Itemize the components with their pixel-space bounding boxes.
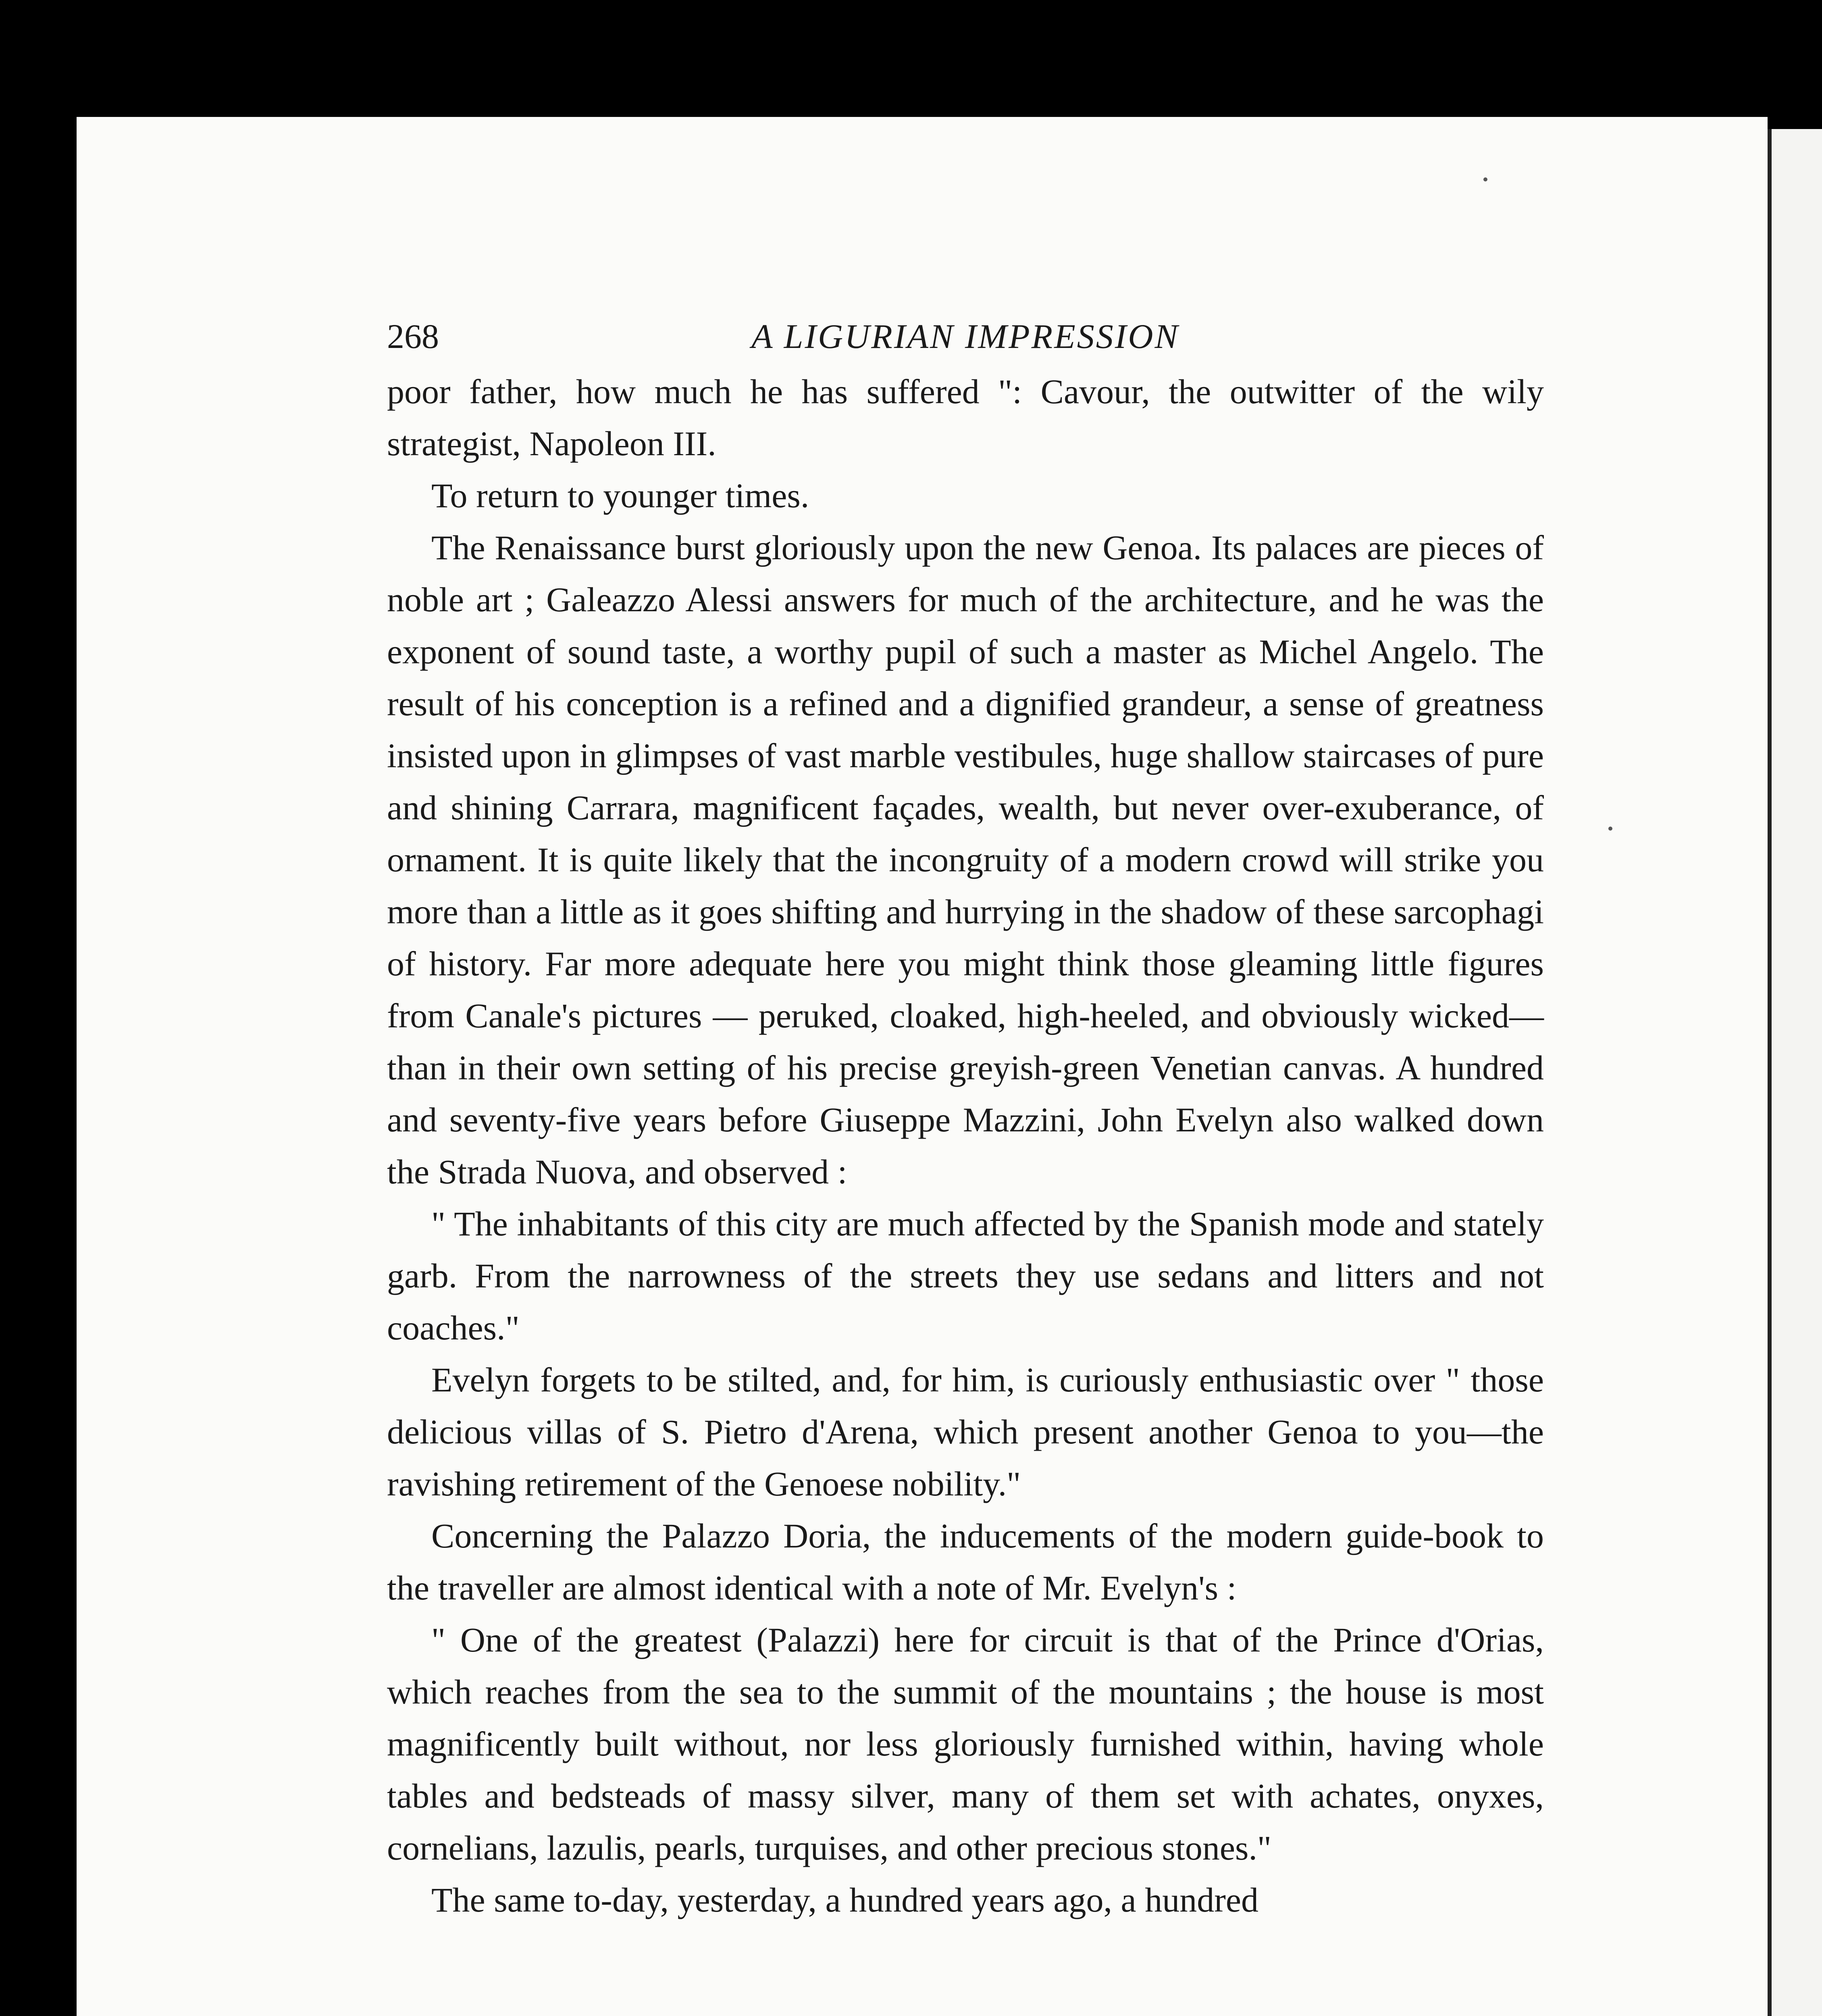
page-text xyxy=(387,310,1544,1926)
body-text xyxy=(387,366,1544,1926)
paragraph: The same to-day, yesterday, a hundred years ago, a hundred xyxy=(431,1881,1259,1919)
page-number: 268 xyxy=(387,317,439,356)
running-header xyxy=(387,310,1544,362)
paper-speck xyxy=(1608,827,1612,831)
paragraph: To return to younger times. xyxy=(431,476,809,515)
facing-page-edge xyxy=(1768,129,1822,2016)
paragraph: poor father, how much he has suffered ": Cavour, the outwitter of the wily strategist, Napoleon III. xyxy=(387,372,1544,463)
quotation-paragraph: " The inhabitants of this city are much affected by the Spanish mode and stately garb. From the narrowness of the streets they use sedans and litters and not coaches." xyxy=(387,1204,1544,1347)
quotation-paragraph: " One of the greatest (Palazzi) here for circuit is that of the Prince d'Orias, which reaches from the sea to the summit of the mountains ; the house is most magnificently built without, nor less gloriously furnished within, having whole tables and bedsteads of massy silver, many of them set with achates, onyxes, cornelians, lazulis, pearls, turquises, and other precious stones." xyxy=(387,1620,1544,1867)
paragraph: Concerning the Palazzo Doria, the inducements of the modern guide-book to the traveller are almost identical with a note of Mr. Evelyn's : xyxy=(387,1516,1544,1607)
paper-speck xyxy=(1483,177,1487,181)
paragraph: Evelyn forgets to be stilted, and, for him, is curiously enthusiastic over " those delicious villas of S. Pietro d'Arena, which present another Genoa to you—the ravishing retirement of the Genoese nobility." xyxy=(387,1360,1544,1503)
paragraph: The Renaissance burst gloriously upon the new Genoa. Its palaces are pieces of noble art ; Galeazzo Alessi answers for much of the architecture, and he was the exponent of sound taste, a worthy pupil of such a master as Michel Angelo. The result of his conception is a refined and a dignified grandeur, a sense of greatness insisted upon in glimpses of vast marble vestibules, huge shallow staircases of pure and shining Carrara, magnificent façades, wealth, but never over-exuberance, of ornament. It is quite likely that the incongruity of a modern crowd will strike you more than a little as it goes shifting and hurrying in the shadow of these sarcophagi of history. Far more adequate here you might think those gleaming little figures from Canale's pictures — peruked, cloaked, high-heeled, and obviously wicked—than in their own setting of his precise greyish-green Venetian canvas. A hundred and seventy-five years before Giuseppe Mazzini, John Evelyn also walked down the Strada Nuova, and observed : xyxy=(387,528,1544,1191)
running-title: A LIGURIAN IMPRESSION xyxy=(751,317,1179,356)
